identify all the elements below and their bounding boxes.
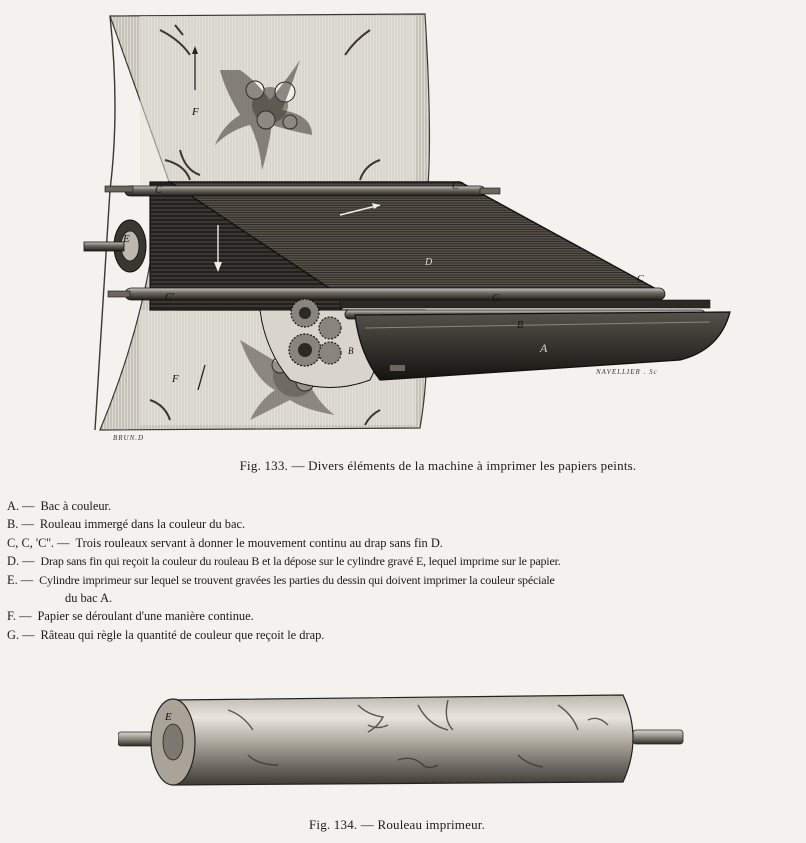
legend-text: Bac à couleur. — [40, 499, 112, 513]
legend-key: F. — — [7, 609, 32, 624]
legend-key: C, C, 'C''. — — [7, 535, 70, 550]
legend-item-C — [7, 534, 803, 552]
figure-133-caption: Fig. 133. — Divers éléments de la machine à imprimer les papiers peints. — [239, 458, 637, 473]
label-G: G — [492, 293, 500, 304]
legend-text: Drap sans fin qui reçoit la couleur du rouleau B et la dépose sur le cylindre gravé E, lequel imprime sur le papier. — [40, 554, 561, 569]
legend-key: G. — — [7, 627, 35, 642]
label-C-prime: C' — [165, 292, 174, 303]
figure-133-engraving — [80, 10, 740, 450]
label-D: D — [425, 257, 433, 268]
legend-text: Trois rouleaux servant à donner le mouvement continu au drap sans fin D. — [75, 535, 443, 550]
label-B-roller: B — [348, 346, 354, 356]
legend-text: Râteau qui règle la quantité de couleur que reçoit le drap. — [40, 627, 325, 642]
figure-134-engraving — [118, 690, 688, 790]
legend-text: Rouleau immergé dans la couleur du bac. — [39, 517, 246, 532]
legend-key: E. — — [7, 572, 34, 587]
legend-item-F — [7, 607, 803, 625]
engraver-signature-left: BRUN.D — [113, 434, 145, 442]
legend-item-D — [7, 552, 803, 570]
label-B: B — [517, 320, 524, 331]
legend-key: A. — — [7, 499, 35, 513]
legend-text: Papier se déroulant d'une manière continue. — [37, 609, 254, 624]
legend-item-G — [7, 626, 803, 644]
label-C-double-prime: C'' — [452, 181, 463, 192]
legend-item-E-continuation — [7, 589, 803, 607]
label-A: A — [540, 341, 548, 355]
legend-item-B — [7, 515, 803, 533]
label-F-bottom: F — [172, 373, 179, 385]
label-E: E — [123, 233, 130, 245]
engraver-signature-right: NAVELLIER . Sc — [596, 368, 658, 376]
label-F-top: F — [192, 106, 199, 118]
legend-item-E — [7, 571, 803, 589]
legend-key: D. — — [7, 554, 35, 569]
figure-134-caption: Fig. 134. — Rouleau imprimeur. — [308, 817, 486, 832]
legend-item-A — [7, 497, 803, 515]
legend-text: Cylindre imprimeur sur lequel se trouvent gravées les parties du dessin qui doivent imprimer la couleur spéciale — [39, 572, 555, 587]
legend-list — [7, 497, 803, 644]
roller-label-E: E — [165, 711, 172, 723]
label-C-top: C — [155, 185, 162, 196]
label-C-right: C — [637, 274, 644, 285]
legend-text-continuation: du bac A. — [65, 591, 113, 606]
legend-key: B. — — [7, 517, 34, 532]
